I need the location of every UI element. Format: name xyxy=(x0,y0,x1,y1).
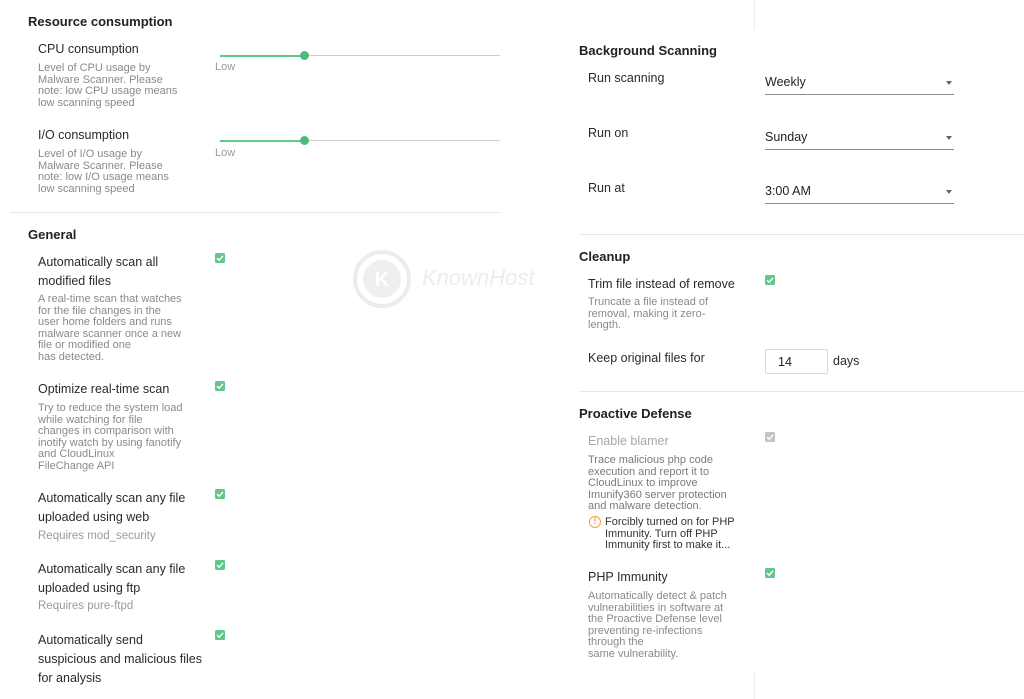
optimize-checkbox[interactable] xyxy=(215,381,225,391)
knownhost-logo xyxy=(352,249,552,309)
text-line: Malware Scanner. Please xyxy=(38,159,163,172)
general-section-title: General xyxy=(28,227,77,242)
text-line: Immunity. Turn off PHP xyxy=(605,527,718,540)
run-at-label: Run at xyxy=(588,181,625,195)
text-line: low scanning speed xyxy=(38,96,135,109)
cleanup-divider xyxy=(579,391,1024,392)
text-line: Malware Scanner. Please xyxy=(38,73,163,86)
cpu-consumption-label: CPU consumption xyxy=(38,42,139,56)
io-slider-thumb[interactable] xyxy=(300,136,309,145)
resource-section-title: Resource consumption xyxy=(28,14,173,29)
text-line: uploaded using web xyxy=(38,510,150,524)
text-line: vulnerabilities in software at xyxy=(588,601,724,614)
right-column-border xyxy=(754,0,755,30)
check-icon xyxy=(766,569,774,577)
background-section-title: Background Scanning xyxy=(579,43,717,58)
check-icon xyxy=(216,631,224,639)
background-divider xyxy=(579,234,1024,235)
blamer-label: Enable blamer xyxy=(588,434,669,448)
cpu-slider[interactable] xyxy=(220,55,500,56)
send-files-checkbox[interactable] xyxy=(215,630,225,640)
text-line: while watching for file xyxy=(38,413,143,426)
cleanup-section-title: Cleanup xyxy=(579,249,631,264)
text-line: modified files xyxy=(38,274,111,288)
optimize-desc xyxy=(38,403,213,473)
right-column-border-bottom xyxy=(754,672,755,699)
scan-web-checkbox[interactable] xyxy=(215,489,225,499)
cpu-consumption-desc xyxy=(38,63,208,109)
run-on-select[interactable] xyxy=(765,126,954,150)
text-line: user home folders and runs xyxy=(38,316,172,329)
scan-web-requires: Requires mod_security xyxy=(38,530,156,542)
run-on-value: Sunday xyxy=(765,130,808,144)
optimize-label: Optimize real-time scan xyxy=(38,382,170,396)
text-line: changes in comparison with xyxy=(38,425,174,438)
io-slider[interactable] xyxy=(220,140,500,141)
cpu-slider-fill xyxy=(220,55,304,57)
cpu-slider-min-label: Low xyxy=(215,61,236,73)
chevron-down-icon xyxy=(946,190,952,194)
check-icon xyxy=(216,490,224,498)
resource-divider xyxy=(10,212,501,213)
text-line: and CloudLinux xyxy=(38,448,115,461)
text-line: uploaded using ftp xyxy=(38,581,141,595)
text-line: malware scanner once a new xyxy=(38,327,182,340)
blamer-desc xyxy=(588,455,763,513)
text-line: Imunify360 server protection xyxy=(588,488,727,501)
trim-desc xyxy=(588,297,758,332)
io-slider-min-label: Low xyxy=(215,147,236,159)
text-line: Level of CPU usage by xyxy=(38,62,151,74)
io-slider-fill xyxy=(220,140,304,142)
text-line: note: low CPU usage means xyxy=(38,85,178,98)
io-consumption-desc xyxy=(38,149,208,195)
send-files-label xyxy=(38,631,213,688)
run-scanning-label: Run scanning xyxy=(588,71,665,85)
proactive-section-title: Proactive Defense xyxy=(579,406,692,421)
run-scanning-value: Weekly xyxy=(765,75,806,89)
scan-ftp-requires: Requires pure-ftpd xyxy=(38,600,134,612)
text-line: for the file changes in the xyxy=(38,304,161,317)
scan-modified-desc xyxy=(38,294,213,364)
text-line: FileChange API xyxy=(38,459,115,472)
text-line: preventing re-infections xyxy=(588,624,703,637)
run-at-value: 3:00 AM xyxy=(765,184,811,198)
text-line: execution and report it to xyxy=(588,465,710,478)
text-line: inotify watch by using fanotify xyxy=(38,436,182,449)
trim-checkbox[interactable] xyxy=(765,275,775,285)
cpu-slider-thumb[interactable] xyxy=(300,51,309,60)
check-icon xyxy=(216,382,224,390)
check-icon xyxy=(766,433,774,441)
scan-modified-label xyxy=(38,253,208,291)
keep-files-label: Keep original files for xyxy=(588,351,705,365)
check-icon xyxy=(766,276,774,284)
text-line: Level of I/O usage by xyxy=(38,148,142,160)
php-immunity-desc xyxy=(588,591,763,661)
knownhost-logo-text: KnownHost xyxy=(422,265,535,290)
warning-icon: ! xyxy=(589,516,601,528)
text-line: same vulnerability. xyxy=(588,647,679,660)
svg-text:K: K xyxy=(374,269,390,291)
text-line: through the xyxy=(588,636,644,649)
run-on-label: Run on xyxy=(588,126,629,140)
text-line: for analysis xyxy=(38,671,102,685)
text-line: Automatically send xyxy=(38,633,143,647)
text-line: Automatically scan any file xyxy=(38,562,186,576)
text-line: removal, making it zero- xyxy=(588,307,706,320)
text-line: suspicious and malicious files xyxy=(38,652,202,666)
keep-files-input[interactable]: 14 xyxy=(765,349,828,374)
chevron-down-icon xyxy=(946,136,952,140)
text-line: A real-time scan that watches xyxy=(38,293,182,305)
run-at-select[interactable] xyxy=(765,180,954,204)
text-line: Trace malicious php code xyxy=(588,454,713,466)
text-line: length. xyxy=(588,319,622,332)
scan-modified-checkbox[interactable] xyxy=(215,253,225,263)
blamer-warning xyxy=(605,517,765,552)
blamer-checkbox[interactable] xyxy=(765,432,775,442)
php-immunity-checkbox[interactable] xyxy=(765,568,775,578)
scan-web-label xyxy=(38,489,213,527)
text-line: the Proactive Defense level xyxy=(588,613,722,626)
php-immunity-label: PHP Immunity xyxy=(588,570,668,584)
text-line: Truncate a file instead of xyxy=(588,296,709,308)
scan-ftp-label xyxy=(38,560,213,598)
text-line: has detected. xyxy=(38,350,105,363)
text-line: Immunity first to make it... xyxy=(605,539,731,552)
text-line: Try to reduce the system load xyxy=(38,402,183,414)
run-scanning-select[interactable] xyxy=(765,71,954,95)
io-consumption-label: I/O consumption xyxy=(38,128,130,142)
chevron-down-icon xyxy=(946,81,952,85)
text-line: Forcibly turned on for PHP xyxy=(605,517,735,528)
keep-files-unit: days xyxy=(833,354,860,368)
text-line: Automatically detect & patch xyxy=(588,590,727,602)
text-line: note: low I/O usage means xyxy=(38,171,169,184)
text-line: file or modified one xyxy=(38,339,131,352)
check-icon xyxy=(216,254,224,262)
trim-label: Trim file instead of remove xyxy=(588,277,735,291)
text-line: and malware detection. xyxy=(588,500,702,513)
text-line: Automatically scan any file xyxy=(38,491,186,505)
check-icon xyxy=(216,561,224,569)
text-line: CloudLinux to improve xyxy=(588,477,698,490)
text-line: Automatically scan all xyxy=(38,255,159,269)
scan-ftp-checkbox[interactable] xyxy=(215,560,225,570)
text-line: low scanning speed xyxy=(38,182,135,195)
